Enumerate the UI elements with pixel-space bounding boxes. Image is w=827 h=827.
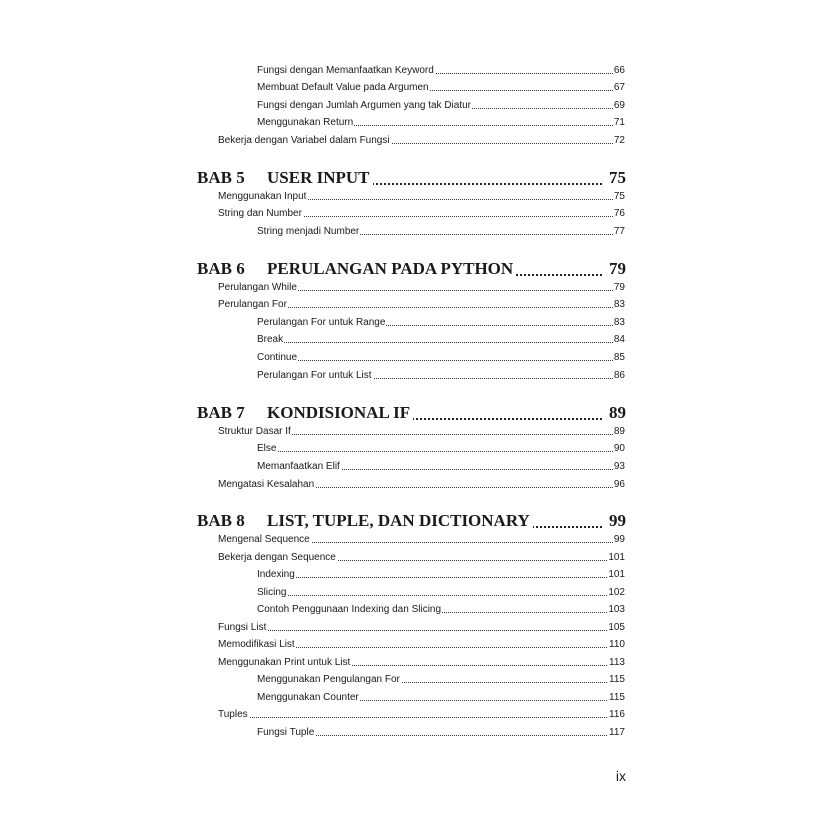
toc-entry: [0, 349, 827, 366]
toc-entry: [0, 476, 827, 493]
toc-entry-label: Fungsi dengan Jumlah Argumen yang tak Diatur: [256, 97, 472, 114]
toc-entry-label: Mengatasi Kesalahan: [217, 476, 315, 493]
toc-entry: [0, 531, 827, 548]
toc-entry-label: Fungsi Tuple: [256, 724, 315, 741]
toc-entry-page: 89: [613, 423, 626, 440]
toc-entry-page: 99: [613, 531, 626, 548]
toc-entry-page: 83: [613, 296, 626, 313]
toc-entry: [0, 79, 827, 96]
chapter-page: 89: [605, 401, 626, 425]
toc-entry: [0, 331, 827, 348]
chapter-page: 79: [605, 257, 626, 281]
toc-entry-page: 93: [613, 458, 626, 475]
toc-entry-page: 102: [607, 584, 626, 601]
chapter-title: LIST, TUPLE, DAN DICTIONARY: [267, 509, 533, 533]
toc-entry: [0, 62, 827, 79]
toc-entry-label: Menggunakan Input: [217, 188, 307, 205]
toc-entry-page: 90: [613, 440, 626, 457]
toc-entry-page: 117: [608, 724, 626, 741]
toc-entry: [0, 188, 827, 205]
toc-entry-label: Mengenal Sequence: [217, 531, 311, 548]
toc-entry-page: 69: [613, 97, 626, 114]
toc-entry: [0, 636, 827, 653]
toc-entry: [0, 205, 827, 222]
toc-entry: [0, 549, 827, 566]
toc-entry-label: Bekerja dengan Sequence: [217, 549, 337, 566]
toc-entry-page: 77: [613, 223, 626, 240]
toc-entry-label: Fungsi dengan Memanfaatkan Keyword: [256, 62, 435, 79]
toc-entry: [0, 314, 827, 331]
toc-entry-page: 76: [613, 205, 626, 222]
toc-entry: [0, 223, 827, 240]
toc-entry-page: 110: [608, 636, 626, 653]
toc-entry-page: 115: [608, 671, 626, 688]
toc-entry: [0, 706, 827, 723]
toc-entry: [0, 279, 827, 296]
toc-entry: [0, 724, 827, 741]
toc-entry-label: Membuat Default Value pada Argumen: [256, 79, 430, 96]
toc-entry-page: 115: [608, 689, 626, 706]
toc-entry: [0, 566, 827, 583]
toc-entry-label: Struktur Dasar If: [217, 423, 292, 440]
chapter-title: KONDISIONAL IF: [267, 401, 413, 425]
toc-entry-page: 79: [613, 279, 626, 296]
toc-entry-page: 67: [613, 79, 626, 96]
toc-entry: [0, 440, 827, 457]
toc-entry-label: String dan Number: [217, 205, 303, 222]
toc-entry-page: 96: [613, 476, 626, 493]
toc-entry-page: 83: [613, 314, 626, 331]
toc-entry-label: String menjadi Number: [256, 223, 360, 240]
toc-entry: [0, 114, 827, 131]
toc-entry: [0, 296, 827, 313]
toc-entry: [0, 367, 827, 384]
toc-entry-label: Perulangan For untuk List: [256, 367, 373, 384]
chapter-number: BAB 6: [197, 259, 245, 278]
toc-entry-label: Break: [256, 331, 284, 348]
chapter-page: 99: [605, 509, 626, 533]
toc-entry-label: Memanfaatkan Elif: [256, 458, 341, 475]
toc-entry-label: Tuples: [217, 706, 249, 723]
toc-entry-page: 116: [608, 706, 626, 723]
toc-entry-page: 85: [613, 349, 626, 366]
chapter-number: BAB 7: [197, 403, 245, 422]
chapter-title: USER INPUT: [267, 166, 373, 190]
chapter-number: BAB 8: [197, 511, 245, 530]
toc-entry-page: 72: [613, 132, 626, 149]
toc-entry-page: 101: [607, 549, 626, 566]
toc-entry-label: Perulangan While: [217, 279, 298, 296]
toc-entry-label: Menggunakan Return: [256, 114, 354, 131]
chapter-title: PERULANGAN PADA PYTHON: [267, 257, 516, 281]
toc-entry-page: 86: [613, 367, 626, 384]
toc-entry-page: 84: [613, 331, 626, 348]
toc-entry: [0, 619, 827, 636]
chapter-heading: [0, 166, 827, 190]
toc-entry: [0, 601, 827, 618]
toc-entry: [0, 671, 827, 688]
chapter-heading: [0, 401, 827, 425]
toc-entry-label: Memodifikasi List: [217, 636, 296, 653]
toc-entry-label: Continue: [256, 349, 298, 366]
toc-entry: [0, 97, 827, 114]
toc-entry: [0, 689, 827, 706]
chapter-page: 75: [605, 166, 626, 190]
toc-entry-label: Else: [256, 440, 277, 457]
toc-entry: [0, 132, 827, 149]
toc-entry: [0, 654, 827, 671]
toc-entry-page: 103: [607, 601, 626, 618]
toc-entry-label: Perulangan For untuk Range: [256, 314, 386, 331]
toc-entry: [0, 584, 827, 601]
toc-entry-label: Menggunakan Print untuk List: [217, 654, 351, 671]
toc-entry-page: 101: [607, 566, 626, 583]
toc-entry-label: Menggunakan Counter: [256, 689, 360, 706]
toc-entry-page: 71: [613, 114, 626, 131]
page-number: ix: [615, 768, 626, 784]
toc-entry-page: 75: [613, 188, 626, 205]
toc-entry-page: 113: [608, 654, 626, 671]
toc-entry-page: 66: [613, 62, 626, 79]
toc-entry: [0, 423, 827, 440]
toc-entry-label: Perulangan For: [217, 296, 288, 313]
chapter-heading: [0, 509, 827, 533]
toc-entry-label: Indexing: [256, 566, 296, 583]
toc-entry-label: Contoh Penggunaan Indexing dan Slicing: [256, 601, 442, 618]
toc-entry: [0, 458, 827, 475]
toc-entry-label: Fungsi List: [217, 619, 267, 636]
toc-entry-label: Slicing: [256, 584, 287, 601]
toc-entry-label: Bekerja dengan Variabel dalam Fungsi: [217, 132, 391, 149]
chapter-number: BAB 5: [197, 168, 245, 187]
toc-entry-label: Menggunakan Pengulangan For: [256, 671, 401, 688]
chapter-heading: [0, 257, 827, 281]
toc-entry-page: 105: [607, 619, 626, 636]
